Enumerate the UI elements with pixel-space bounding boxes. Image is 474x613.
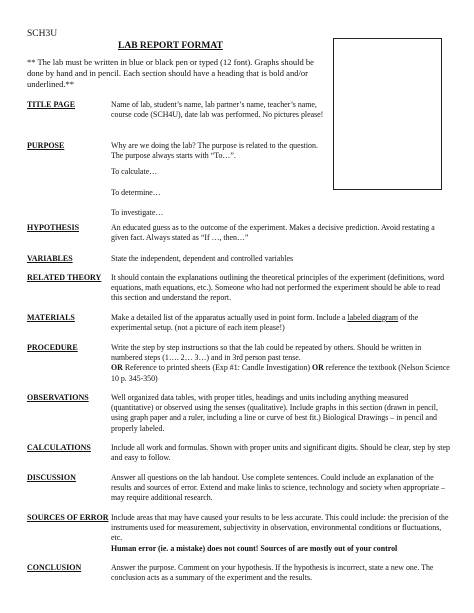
or-keyword: OR	[311, 363, 324, 373]
section-text: It should contain the explanations outlining the theoretical principles of the experiment (definitions, word equations, math equations, etc.). Someone who had not performed the experiment should be able to read this section and understand the report.	[111, 273, 445, 303]
procedure-reference: Reference to printed sheets (Exp #1: Candle Investigation)	[122, 363, 312, 373]
section-label: CALCULATIONS	[27, 443, 91, 452]
section-label: CONCLUSION	[27, 563, 82, 572]
purpose-text: Why are we doing the lab? The purpose is related to the question. The purpose always starts with “To…”.	[111, 141, 318, 161]
purpose-example: To calculate…	[111, 167, 158, 177]
section-label: DISCUSSION	[27, 473, 76, 482]
procedure-reference: reference the textbook (Nelson Science 10 p. 345-350)	[111, 363, 450, 383]
course-code: SCH3U	[27, 29, 58, 39]
section-label: SOURCES OF ERROR	[27, 513, 109, 522]
section-text: Name of lab, student’s name, lab partner’s name, teacher’s name, course code (SCH4U), date lab was performed. No pictures please!	[111, 100, 324, 120]
section-label: HYPOTHESIS	[27, 223, 80, 232]
section-label: MATERIALS	[27, 313, 75, 322]
intro-instructions: ** The lab must be written in blue or black pen or typed (12 font). Graphs should be done by hand and in pencil. Each section should have a heading that is bold and/or underlined.**	[27, 57, 314, 90]
section-text: Include all work and formulas. Shown with proper units and significant digits. Should be clear, step by step and easy to follow.	[111, 443, 450, 463]
section-label: PURPOSE	[27, 141, 65, 150]
section-label: PROCEDURE	[27, 343, 78, 352]
or-keyword: OR	[111, 363, 123, 373]
section-text	[111, 343, 452, 384]
procedure-text: Write the step by step instructions so that the lab could be repeated by others. Should be written in numbered steps (1…. 2… 3…) and in 3rd person past tense.	[111, 343, 422, 363]
page-title: LAB REPORT FORMAT	[118, 41, 223, 51]
human-error-note: Human error (ie. a mistake) does not count! Sources of are mostly out of your control	[111, 543, 398, 553]
photo-box	[333, 38, 442, 190]
section-label: OBSERVATIONS	[27, 393, 89, 402]
section-text: An educated guess as to the outcome of the experiment. Makes a decisive prediction. Avoid restating a given fact. Always stated as “If …, then…”	[111, 223, 435, 243]
section-text	[111, 141, 326, 218]
materials-text: Make a detailed list of the apparatus actually used in point form. Include a	[111, 313, 348, 322]
labeled-diagram-text: labeled diagram	[347, 313, 399, 322]
section-text: Answer all questions on the lab handout. Use complete sentences. Could include an explanation of the results and sources of error. Extend and make links to science, technology and society when appropriate – may require additional research.	[111, 473, 445, 503]
section-text	[111, 313, 452, 333]
sources-of-error-text: Include areas that may have caused your results to be less accurate. This could include: the precision of the instruments used for measurement, subjectivity in observation, environmental conditions or fluctuations, etc.	[111, 513, 449, 543]
section-text: Answer the purpose. Comment on your hypothesis. If the hypothesis is incorrect, state a new one. The conclusion acts as a summary of the experiment and the results.	[111, 563, 434, 583]
purpose-example: To determine…	[111, 187, 161, 197]
materials-text-end: of the experimental setup. (not a picture of each item please!)	[111, 313, 419, 333]
section-label: RELATED THEORY	[27, 273, 102, 282]
section-text: Well organized data tables, with proper titles, headings and units including anything measured (quantitative) or observed using the senses (qualitative). Include graphs in this section (drawn in pencil, using graph paper and a ruler, including a line or curve of best fit.) Biological Drawings – in pencil and properly labeled.	[111, 393, 438, 433]
section-text	[111, 513, 452, 554]
purpose-example: To investigate…	[111, 207, 164, 217]
section-label: TITLE PAGE	[27, 100, 76, 109]
section-label: VARIABLES	[27, 254, 73, 263]
section-text: State the independent, dependent and controlled variables	[111, 254, 294, 263]
